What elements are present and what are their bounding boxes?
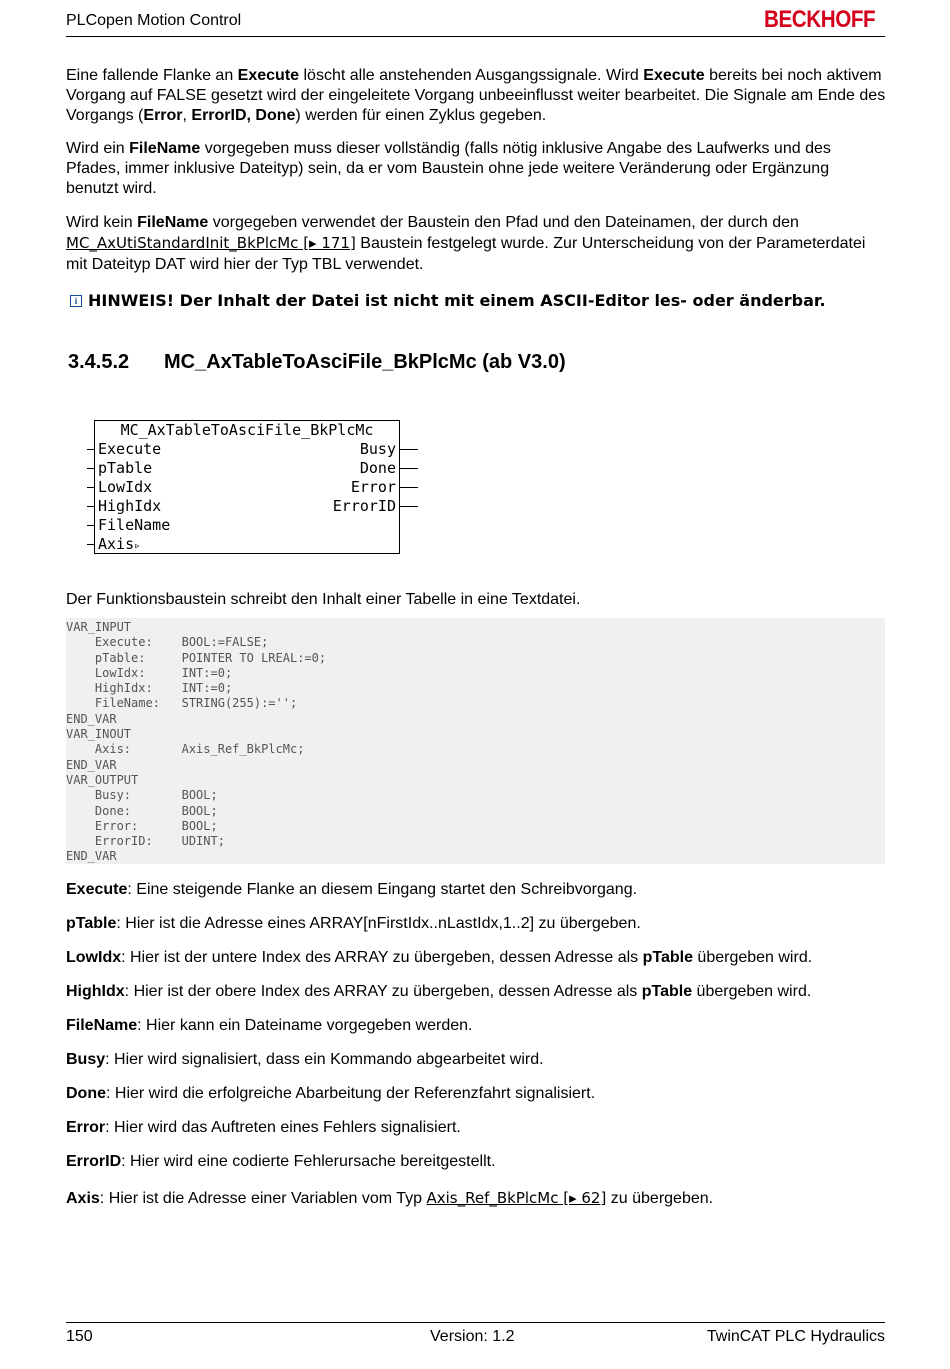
fb-input-execute: Execute <box>98 440 162 458</box>
param-ptable <box>66 914 886 934</box>
param-ref: pTable <box>642 949 693 966</box>
cross-reference-link[interactable]: MC_AxUtiStandardInit_BkPlcMc [▸ 171] <box>66 234 356 252</box>
param-text: : Hier wird eine codierte Fehlerursache bereitgestellt. <box>121 1153 496 1170</box>
fb-pin <box>87 506 95 507</box>
text: Wird ein <box>66 140 130 157</box>
fb-pin <box>87 544 95 545</box>
bold-term: ErrorID, Done <box>191 107 296 124</box>
section-heading <box>68 351 566 374</box>
product-name: TwinCAT PLC Hydraulics <box>706 1328 885 1345</box>
paragraph-falling-edge <box>66 66 886 126</box>
param-done <box>66 1084 886 1104</box>
fb-input-axis-label: Axis <box>98 535 135 553</box>
param-name: Axis <box>66 1190 100 1207</box>
header-rule <box>66 36 885 37</box>
param-text: übergeben wird. <box>692 949 813 966</box>
bold-term: Execute <box>643 67 705 84</box>
paragraph-filename-given <box>66 139 886 199</box>
param-name: Done <box>66 1085 106 1102</box>
code-block <box>66 618 885 864</box>
param-text: : Hier ist der untere Index des ARRAY zu übergeben, dessen Adresse als <box>121 949 643 966</box>
declaration-code: VAR_INPUT Execute: BOOL:=FALSE; pTable: POINTER TO LREAL:=0; LowIdx: INT:=0; HighIdx: INT:=0; FileName: STRING(255):=''; END_VAR VAR_INOUT Axis: Axis_Ref_BkPlcMc; END_VAR VAR_OUTPUT Busy: BOOL; Done: BOOL; Error: BOOL; ErrorID: UDINT; END_VAR <box>66 620 327 864</box>
paragraph-filename-default <box>66 212 886 275</box>
text: vorgegeben muss dieser vollständig (falls nötig inklusive Angabe des Laufwerks und des Pfades, immer inklusive Dateityp) sein, da er vom Baustein ohne jede weitere Veränderung oder Ergänzung benutzt wird. <box>66 140 831 197</box>
param-name: FileName <box>66 1017 138 1034</box>
param-error <box>66 1118 886 1138</box>
fb-pin <box>87 487 95 488</box>
fb-pin <box>87 468 95 469</box>
param-filename <box>66 1016 886 1036</box>
fb-input-lowidx: LowIdx <box>98 478 153 496</box>
text: Baustein festgelegt wurde. Zur Unterscheidung von der Parameterdatei mit Dateityp DAT wird hier der Typ TBL verwendet. <box>66 235 866 273</box>
param-name: Execute <box>66 881 128 898</box>
param-text: : Hier wird die erfolgreiche Abarbeitung der Referenzfahrt signalisiert. <box>106 1085 596 1102</box>
param-text: : Hier ist die Adresse eines ARRAY[nFirstIdx..nLastIdx,1..2] zu übergeben. <box>116 915 641 932</box>
fb-pin <box>399 449 418 450</box>
bold-term: Error <box>143 107 183 124</box>
fb-pin <box>87 449 95 450</box>
param-lowidx <box>66 948 886 968</box>
block-description: Der Funktionsbaustein schreibt den Inhalt einer Tabelle in eine Textdatei. <box>66 591 581 608</box>
fb-input-ptable: pTable <box>98 459 153 477</box>
version-label: Version: 1.2 <box>430 1328 515 1345</box>
fb-input-filename: FileName <box>98 516 171 534</box>
function-block-name: MC_AxTableToAsciFile_BkPlcMc <box>120 421 374 439</box>
param-busy <box>66 1050 886 1070</box>
fb-output-error: Error <box>350 478 396 496</box>
param-text: : Hier wird signalisiert, dass ein Kommando abgearbeitet wird. <box>105 1051 544 1068</box>
header-title: PLCopen Motion Control <box>66 12 242 29</box>
param-execute <box>66 880 886 900</box>
param-text: übergeben wird. <box>692 983 812 1000</box>
fb-pin <box>399 468 418 469</box>
param-name: ErrorID <box>66 1153 122 1170</box>
param-name: Busy <box>66 1051 106 1068</box>
text: Wird kein <box>66 214 138 231</box>
text: vorgegeben verwendet der Baustein den Pfad und den Dateinamen, der durch den <box>208 214 799 231</box>
section-number: 3.4.5.2 <box>68 351 130 373</box>
param-highidx <box>66 982 886 1002</box>
param-text: : Hier kann ein Dateiname vorgegeben werden. <box>137 1017 473 1034</box>
param-text: : Hier ist die Adresse einer Variablen vom Typ <box>99 1190 427 1207</box>
param-text: zu übergeben. <box>606 1190 714 1207</box>
param-text: : Hier wird das Auftreten eines Fehlers signalisiert. <box>105 1119 461 1136</box>
param-text: : Eine steigende Flanke an diesem Eingang startet den Schreibvorgang. <box>127 881 638 898</box>
param-axis <box>66 1188 886 1209</box>
note-text: HINWEIS! Der Inhalt der Datei ist nicht mit einem ASCII-Editor les- oder änderbar. <box>88 291 826 310</box>
param-name: HighIdx <box>66 983 125 1000</box>
bold-term: Execute <box>237 67 300 84</box>
param-text: : Hier ist der obere Index des ARRAY zu übergeben, dessen Adresse als <box>124 983 642 1000</box>
page-number: 150 <box>66 1328 93 1345</box>
inout-marker-icon: ▹ <box>134 539 141 552</box>
fb-input-highidx: HighIdx <box>98 497 162 515</box>
text: löscht alle anstehenden Ausgangssignale. Wird <box>299 67 644 84</box>
param-name: Error <box>66 1119 106 1136</box>
fb-pin <box>399 487 418 488</box>
footer-rule <box>66 1322 885 1323</box>
text: bereits bei noch aktivem Vorgang auf FALSE gesetzt wird der eingeleitete Vorgang unbeeinflusst weiter bearbeitet. Die Signale am Ende des Vorgangs ( <box>66 67 886 124</box>
fb-pin <box>87 525 95 526</box>
text: , <box>182 107 192 124</box>
function-block-diagram <box>94 420 400 554</box>
section-title: MC_AxTableToAsciFile_BkPlcMc (ab V3.0) <box>164 351 566 373</box>
param-ref: pTable <box>641 983 693 1000</box>
bold-term: FileName <box>137 214 209 231</box>
param-name: pTable <box>66 915 117 932</box>
fb-output-errorid: ErrorID <box>332 497 396 515</box>
text: ) werden für einen Zyklus gegeben. <box>295 107 547 124</box>
fb-output-busy: Busy <box>359 440 396 458</box>
note <box>70 291 826 310</box>
beckhoff-logo: BECKHOFF <box>764 6 876 33</box>
info-icon: i <box>70 295 82 307</box>
bold-term: FileName <box>129 140 201 157</box>
cross-reference-link[interactable]: Axis_Ref_BkPlcMc [▸ 62] <box>426 1189 607 1207</box>
param-errorid <box>66 1152 886 1172</box>
fb-output-done: Done <box>359 459 396 477</box>
fb-pin <box>399 506 418 507</box>
param-name: LowIdx <box>66 949 122 966</box>
text: Eine fallende Flanke an <box>66 67 238 84</box>
fb-input-axis <box>98 535 141 555</box>
